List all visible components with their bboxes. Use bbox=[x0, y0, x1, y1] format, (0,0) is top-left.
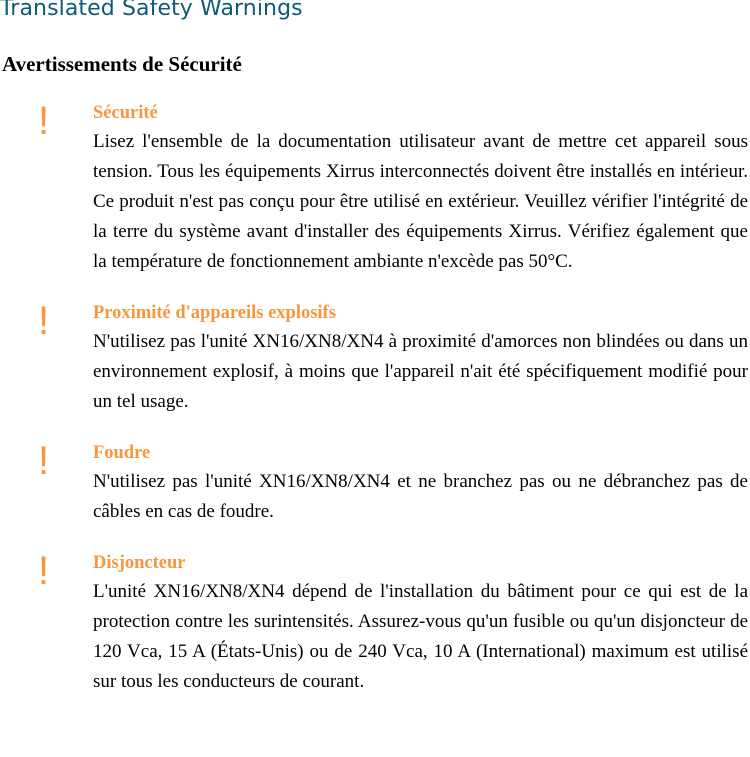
exclamation-icon: ! bbox=[38, 439, 50, 483]
exclamation-icon: ! bbox=[38, 299, 50, 343]
page-title: Translated Safety Warnings bbox=[0, 0, 303, 21]
warning-text: L'unité XN16/XN8/XN4 dépend de l'installation du bâtiment pour ce qui est de la protection contre les surintensités. Assurez-vous qu'un fusible ou qu'un disjoncteur de 120 Vca, 15 A (États-Unis) ou de 240 Vca, 10 A (International) maximum est utilisé sur tous les conducteurs de courant. bbox=[93, 581, 748, 692]
warning-breaker bbox=[0, 549, 750, 697]
exclamation-icon: ! bbox=[38, 549, 50, 593]
warnings-list bbox=[0, 99, 750, 719]
warning-heading: Foudre bbox=[93, 443, 151, 463]
warning-heading: Disjoncteur bbox=[93, 553, 186, 573]
warning-heading: Proximité d'appareils explosifs bbox=[93, 303, 336, 323]
warning-text: N'utilisez pas l'unité XN16/XN8/XN4 à proximité d'amorces non blindées ou dans un environnement explosif, à moins que l'appareil n'ait été spécifiquement modifié pour un tel usage. bbox=[93, 331, 748, 412]
exclamation-icon: ! bbox=[38, 99, 50, 143]
warning-text: Lisez l'ensemble de la documentation utilisateur avant de mettre cet appareil sous tension. Tous les équipements Xirrus interconnectés doivent être installés en intérieur. Ce produit n'est pas conçu pour être utilisé en extérieur. Veuillez vérifier l'intégrité de la terre du système avant d'installer des équipements Xirrus. Vérifiez également que la température de fonctionnement ambiante n'excède pas 50°C. bbox=[93, 131, 748, 272]
warning-lightning bbox=[0, 439, 750, 527]
warning-heading: Sécurité bbox=[93, 103, 158, 123]
warning-explosive bbox=[0, 299, 750, 417]
warning-safety bbox=[0, 99, 750, 277]
section-subtitle: Avertissements de Sécurité bbox=[2, 52, 242, 76]
warning-text: N'utilisez pas l'unité XN16/XN8/XN4 et ne branchez pas ou ne débranchez pas de câbles en cas de foudre. bbox=[93, 471, 748, 522]
